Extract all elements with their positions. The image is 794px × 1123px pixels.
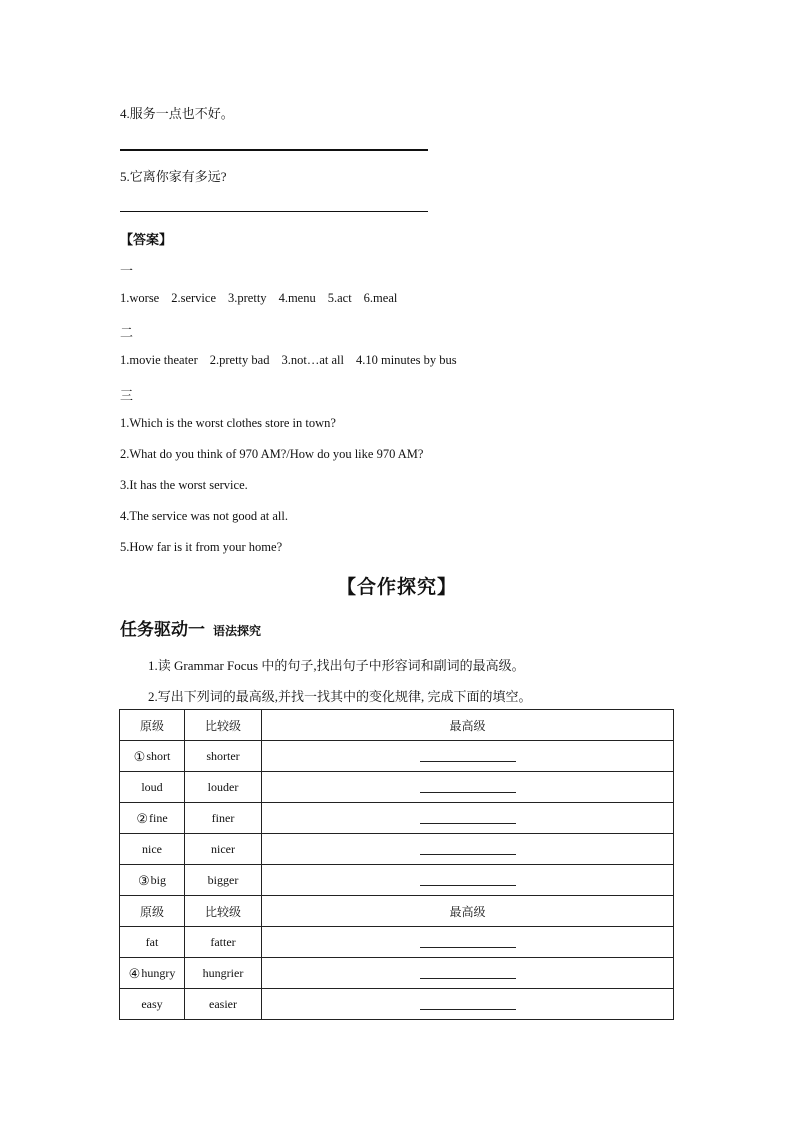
comparative-cell: easier bbox=[185, 989, 262, 1020]
table-row bbox=[120, 927, 674, 958]
superlative-cell bbox=[262, 865, 674, 896]
base-form-cell bbox=[120, 772, 185, 803]
question-5: 5.它离你家有多远? bbox=[120, 169, 227, 184]
answer-item: 1.worse bbox=[120, 291, 160, 305]
base-form-text: big bbox=[150, 872, 166, 887]
table-header-row bbox=[120, 710, 674, 741]
circled-number: ② bbox=[136, 811, 148, 827]
superlative-cell bbox=[262, 772, 674, 803]
base-form-cell bbox=[120, 834, 185, 865]
superlative-blank[interactable] bbox=[420, 844, 516, 855]
task-heading bbox=[120, 615, 261, 640]
superlative-cell bbox=[262, 927, 674, 958]
answers-section-3-line-4: 4.The service was not good at all. bbox=[120, 509, 289, 523]
table-header-cell: 比较级 bbox=[185, 710, 262, 741]
base-form-cell bbox=[120, 865, 185, 896]
circled-number: ③ bbox=[138, 873, 150, 889]
base-form-text: short bbox=[146, 748, 171, 763]
table-header-cell: 最高级 bbox=[262, 710, 674, 741]
answer-item: 1.movie theater bbox=[120, 353, 198, 367]
answer-item: 2.service bbox=[171, 291, 217, 305]
superlative-blank[interactable] bbox=[420, 968, 516, 979]
table-row bbox=[120, 958, 674, 989]
task-subtitle: 语法探究 bbox=[213, 624, 262, 638]
base-form-cell bbox=[120, 741, 185, 772]
superlative-blank[interactable] bbox=[420, 999, 516, 1010]
superlative-cell bbox=[262, 958, 674, 989]
superlative-cell bbox=[262, 803, 674, 834]
circled-number: ④ bbox=[128, 966, 141, 982]
base-form-text: easy bbox=[141, 996, 163, 1011]
answer-item: 4.10 minutes by bus bbox=[355, 353, 457, 367]
answers-heading: 【答案】 bbox=[120, 232, 173, 247]
circled-number: ① bbox=[133, 749, 146, 765]
base-form-text: fine bbox=[149, 810, 168, 825]
table-header-cell: 最高级 bbox=[262, 896, 674, 927]
table-row bbox=[120, 741, 674, 772]
superlative-cell bbox=[262, 834, 674, 865]
table-row bbox=[120, 865, 674, 896]
superlative-blank[interactable] bbox=[420, 751, 516, 762]
answer-line-4 bbox=[120, 149, 428, 151]
table-row bbox=[120, 989, 674, 1020]
answer-item: 3.pretty bbox=[228, 291, 267, 305]
answers-section-2-number: 二 bbox=[120, 325, 134, 340]
base-form-cell bbox=[120, 927, 185, 958]
answer-item: 5.act bbox=[327, 291, 352, 305]
superlative-cell bbox=[262, 741, 674, 772]
comparative-cell: louder bbox=[185, 772, 262, 803]
superlative-blank[interactable] bbox=[420, 875, 516, 886]
table-header-cell: 比较级 bbox=[185, 896, 262, 927]
table-header-cell: 原级 bbox=[120, 710, 185, 741]
base-form-text: loud bbox=[141, 779, 163, 794]
comparative-cell: bigger bbox=[185, 865, 262, 896]
base-form-text: fat bbox=[145, 934, 159, 949]
comparative-cell: hungrier bbox=[185, 958, 262, 989]
base-form-cell bbox=[120, 958, 185, 989]
answers-section-3-number: 三 bbox=[120, 388, 134, 403]
answers-section-3-line-1: 1.Which is the worst clothes store in town? bbox=[120, 416, 336, 430]
answer-item: 3.not…at all bbox=[281, 353, 344, 367]
base-form-cell bbox=[120, 989, 185, 1020]
task-instruction-1: 1.读 Grammar Focus 中的句子,找出句子中形容词和副词的最高级。 bbox=[148, 658, 525, 673]
table-row bbox=[120, 803, 674, 834]
comparative-cell: fatter bbox=[185, 927, 262, 958]
answers-section-1-number: 一 bbox=[120, 263, 134, 278]
task-instruction-2: 2.写出下列词的最高级,并找一找其中的变化规律, 完成下面的填空。 bbox=[148, 689, 532, 704]
answers-section-2-items bbox=[120, 353, 457, 368]
superlative-cell bbox=[262, 989, 674, 1020]
task-title: 任务驱动一 bbox=[120, 620, 205, 639]
answers-section-1-items bbox=[120, 291, 397, 306]
answers-section-3-line-3: 3.It has the worst service. bbox=[120, 478, 248, 492]
table-header-row bbox=[120, 896, 674, 927]
superlative-blank[interactable] bbox=[420, 937, 516, 948]
section-title: 【合作探究】 bbox=[336, 577, 457, 598]
table-header-cell: 原级 bbox=[120, 896, 185, 927]
comparative-cell: nicer bbox=[185, 834, 262, 865]
base-form-cell bbox=[120, 803, 185, 834]
comparative-cell: shorter bbox=[185, 741, 262, 772]
base-form-text: hungry bbox=[141, 965, 176, 980]
base-form-text: nice bbox=[142, 841, 162, 856]
table-row bbox=[120, 834, 674, 865]
answers-section-3-line-5: 5.How far is it from your home? bbox=[120, 540, 283, 554]
superlative-table bbox=[119, 709, 674, 1020]
table-row bbox=[120, 772, 674, 803]
answer-item: 4.menu bbox=[278, 291, 316, 305]
answer-item: 2.pretty bad bbox=[209, 353, 270, 367]
superlative-blank[interactable] bbox=[420, 782, 516, 793]
superlative-blank[interactable] bbox=[420, 813, 516, 824]
answer-line-5 bbox=[120, 211, 428, 212]
answers-section-3-line-2: 2.What do you think of 970 AM?/How do you like 970 AM? bbox=[120, 447, 424, 461]
question-4: 4.服务一点也不好。 bbox=[120, 106, 234, 121]
comparative-cell: finer bbox=[185, 803, 262, 834]
answer-item: 6.meal bbox=[363, 291, 398, 305]
